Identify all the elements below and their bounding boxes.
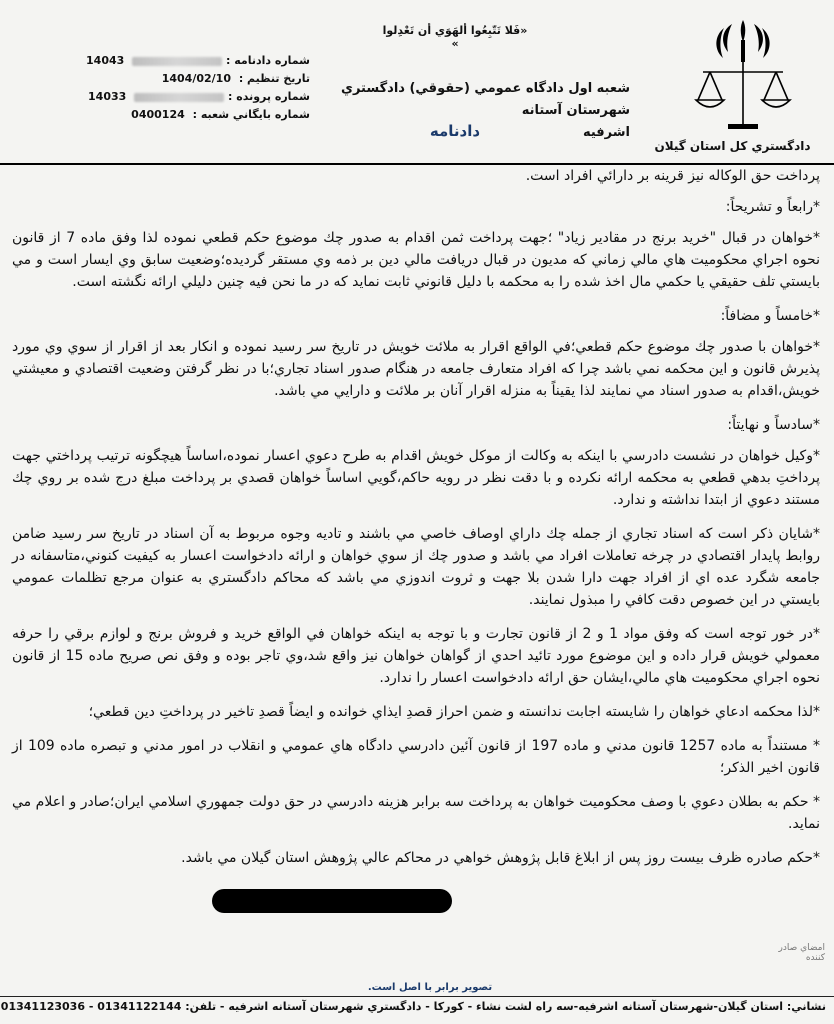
issue-date: 1404/02/10 — [161, 72, 231, 85]
verdict-body — [12, 165, 820, 881]
redacted-signature-name — [212, 889, 452, 913]
province-judiciary: دادگستري كل استان گيلان — [654, 139, 811, 153]
paragraph: *شايان ذكر است كه اسناد تجاري از جمله چك داراي اوصاف خاصي مي باشند و تاديه وجوه مربوط به آن اسناد در تاريخ سر رسيد ضامن روابط پايدار اقتصادي در چرخه تعاملات افراد مي باشد و صدور چك از سوي خواهان و ارائه دادخواست اعسار به كيفيت كنوني،متاسفانه در جامعه شگرد عده اي از افراد جهت دارا شدن بلا جهت و ثروت اندوزي مي باشد كه محاكم دادگستري به عنوان مرجع تظلمات عمومي بايستي در اين خصوص دقت كافي را مبذول نمايند. — [12, 526, 820, 608]
court-name-line1: شعبه اول دادگاه عمومي (حقوقي) دادگستري شهرستان آستانه — [341, 81, 630, 118]
verdict-number: 14043 — [86, 54, 125, 67]
document-meta — [80, 52, 310, 124]
redacted-value — [132, 57, 222, 66]
paragraph: *خواهان با صدور چك موضوع حكم قطعي؛في الواقع اقرار به ملائت خويش در تاريخ سر رسيد نموده و انكار بعد از اقرار از سوي وي مورد پذيرش قانون و اين محكمه نمي باشد چرا كه افراد متعارف جامعه در هنگام صدور اسناد تجاري؛با در نظر گرفتن وضعيت اقتصادي و معيشتي خويش،اقدام به صدور اسناد مي نمايند لذا يقيناً به منزله اقرار آنان بر ملائت و دارايي مي باشد. — [12, 339, 820, 399]
date-row: تاريخ تنظيم : 1404/02/10 — [80, 70, 310, 88]
document-title: دادنامه — [429, 122, 481, 140]
court-name-line2: اشرفيه — [582, 125, 630, 140]
paragraph: *لذا محكمه ادعاي خواهان را شايسته اجابت ندانسته و ضمن احراز قصدِ ايذاي خوانده و ايضاً قصدِ تاخير در پرداختِ دين قطعي؛ — [88, 704, 820, 720]
paragraph: *وكيل خواهان در نشست دادرسي با اينكه به وكالت از موكل خويش اقدام به طرح دعوي اعسار نموده،اساساً هيچگونه ترتيب پرداختي جهت پرداختِ بدهي قطعي به محكمه ارائه نكرده و با دقت نظر در رويه حاكم،گويي اساساً خواهان قصدي بر پرداخت مبلغ درج شده بر روي چك مستند دعوي از ابتدا نداشته و ندارد. — [12, 448, 820, 508]
paragraph: پرداخت حق الوكاله نيز قرينه بر دارائي افراد است. — [525, 168, 820, 184]
appeal-notice: *حكم صادره ظرف بيست روز پس از ابلاغ قابل پژوهش خواهي در محاكم عالي پژوهش استان گيلان مي باشد. — [181, 850, 820, 866]
quran-motto: «فَلا تَتّبِعُوا ألهَوَي أن تَعْدِلوا » — [382, 24, 528, 50]
footer-divider — [0, 996, 834, 997]
signature-label: امضاي صادر كننده — [778, 943, 825, 963]
file-number: 14033 — [88, 90, 127, 103]
archive-number: 0400124 — [131, 108, 185, 121]
section-heading: *خامساً و مضافاً: — [720, 308, 820, 324]
judiciary-emblem-icon — [688, 14, 798, 142]
court-address: نشاني: استان گيلان-شهرستان آستانه اشرفيه-سه راه لشت نشاء - كوركا - دادگستري شهرستان آستانه اشرفيه - تلفن: 01341122144 - 01341123036 — [0, 1000, 826, 1013]
redacted-value — [134, 93, 224, 102]
paragraph: *خواهان در قبال "خريد برنج در مقادير زياد" ؛جهت پرداخت ثمن اقدام به صدور چك موضوع حكم قطعي نموده لذا وفق ماده 7 از قانون نحوه اجراي محكوميت هاي مالي زماني كه مديون در قبال دريافت مالي دين بر ذمه وي مستقر گرديده؛وضعيت سابق وي ايسار است و مي بايستي تلف حقيقي يا حكمي مال اخذ شده را به محكمه با دليل قانوني ثابت نمايد كه در ما نحن فيه چنين دليلي ارائه نگشته است. — [12, 230, 821, 290]
file-number-row: شماره پرونده : 14033 — [80, 88, 310, 106]
archive-number-row: شماره بايگاني شعبه : 0400124 — [80, 106, 310, 124]
verdict-number-row: شماره دادنامه : 14043 — [80, 52, 310, 70]
paragraph: * مستنداً به ماده 1257 قانون مدني و ماده 197 از قانون آئين دادرسي دادگاه هاي عمومي و انقلاب در امور مدني و تبصره ماده 109 از قانون اخير الذكر؛ — [12, 738, 820, 776]
section-heading: *رابعاً و تشريحاً: — [725, 199, 820, 215]
section-heading: *سادساً و نهايتاً: — [727, 417, 820, 433]
paragraph: *در خور توجه است كه وفق مواد 1 و 2 از قانون تجارت و با توجه به اينكه خواهان في الواقع خريد و فروش برنج و لوازم برقي را حرفه معمولي خويش قرار داده و اين موضوع مورد تائيد احدي از گواهان خواهان نيز واقع شد،وي تاجر بوده و وفق نص صريح ماده 15 از قانون نحوه اجراي محكوميت هاي مالي،ايشان حق ارائه دادخواست اعسار را ندارد. — [12, 626, 820, 686]
verdict-ruling: * حكم به بطلان دعوي با وصف محكوميت خواهان به پرداخت سه برابر هزينه دادرسي در حق دولت جمهوري اسلامي ايران؛صادر و اعلام مي نمايد. — [12, 794, 820, 832]
copy-certification: تصوير برابر با اصل است. — [367, 982, 493, 993]
